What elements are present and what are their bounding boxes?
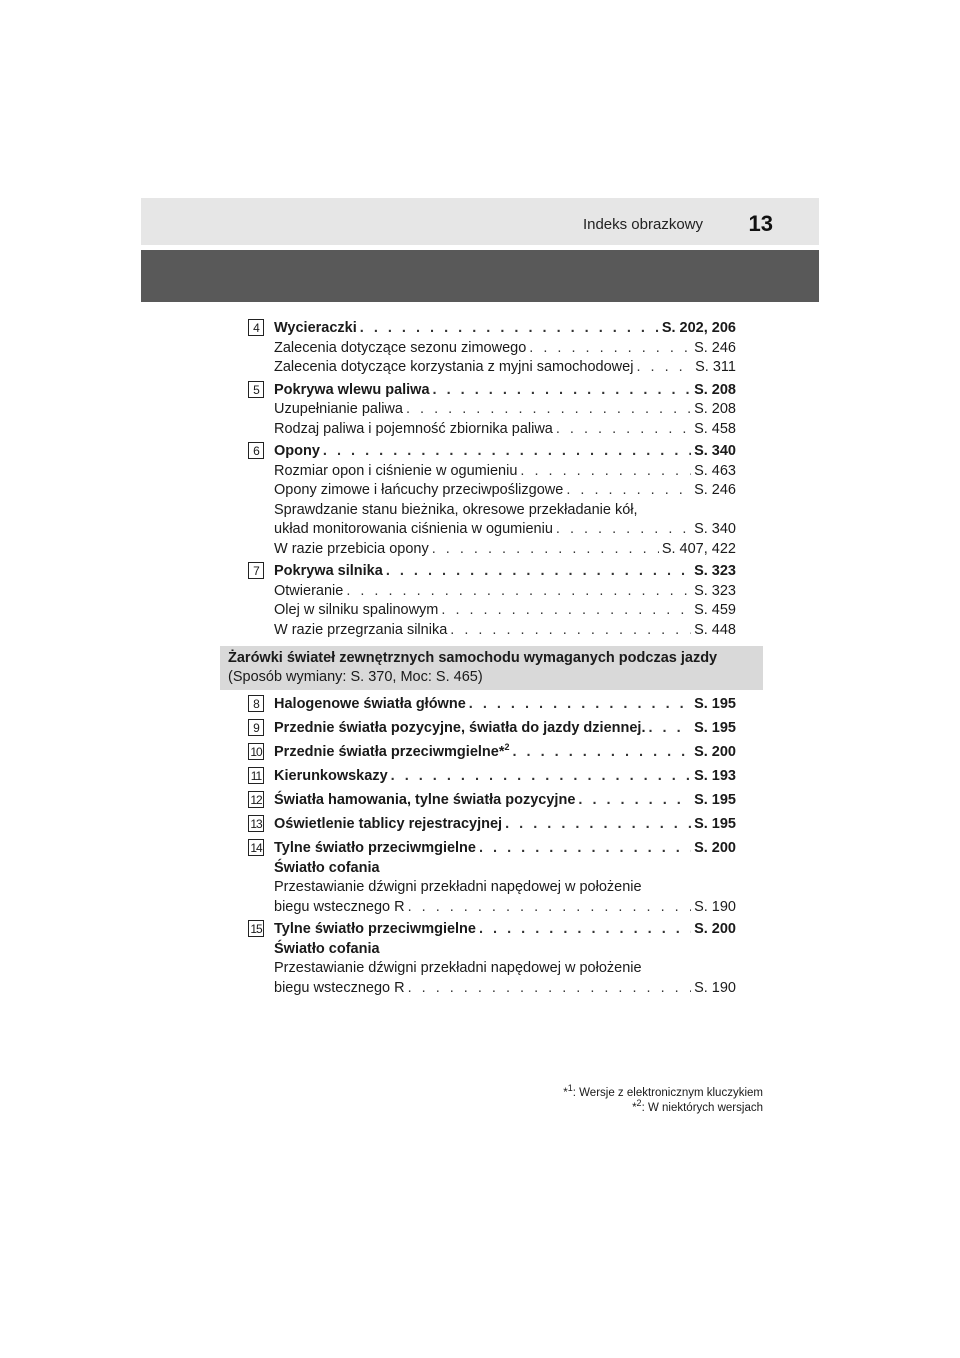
index-entry [248,562,736,640]
entry-title: Pokrywa silnika [274,563,383,579]
section-heading: Żarówki świateł zewnętrznych samochodu wymaganych podczas jazdy [228,650,718,666]
entry-title: Kierunkowskazy [274,768,388,784]
callout-number: 8 [248,695,264,712]
callout-number: 9 [248,719,264,736]
callout-number: 12 [248,791,264,808]
sub-entry-page: S. 458 [694,420,736,437]
entry-page: S. 323 [694,563,736,579]
callout-number: 7 [248,562,264,579]
sub-entry-page: S. 407, 422 [661,540,736,557]
sub-entry-text: Uzupełnianie paliwa [274,401,403,417]
sub-entry-text: Rozmiar opon i ciśnienie w ogumieniu [274,462,518,479]
entry-title: Światła hamowania, tylne światła pozycyjne [274,792,576,808]
callout-number: 5 [248,381,264,398]
callout-number: 11 [248,767,264,784]
entry-page: S. 195 [694,816,736,832]
callout-number: 4 [248,319,264,336]
sub-entry-page: S. 190 [694,898,736,915]
sub-entry-page: S. 323 [694,582,736,599]
footnote: *$^1$: Wersje z elektronicznym kluczykiem [563,1083,763,1099]
entry-page: S. 195 [694,720,736,736]
entry-page: S. 340 [694,443,736,459]
page-header [141,198,819,245]
entry-page: S. 200 [694,840,736,856]
sub-entry-page: S. 459 [694,602,736,618]
entry-title: Oświetlenie tablicy rejestracyjnej [274,816,503,832]
sub-entry-text: Zalecenia dotyczące korzystania z myjni samochodowej [274,359,634,375]
index-entry [248,381,736,440]
callout-number: 14 [248,839,264,856]
entry-page: S. 200 [694,744,736,760]
sub-entry-text: Przestawianie dźwigni przekładni napędowej w położenie [274,879,642,895]
callout-number: 15 [248,920,264,937]
index-list-bulbs [248,695,736,998]
index-entry [248,695,736,715]
entry-title: Opony [274,443,320,459]
callout-number: 10 [248,743,264,760]
sub-entry-text: Rodzaj paliwa i pojemność zbiornika paliwa [274,420,553,437]
sub-entry-page: S. 340 [694,521,736,537]
index-entry [248,791,736,811]
entry-subtitle: Światło cofania [274,859,380,876]
entry-page: S. 195 [694,792,736,808]
chapter-band [141,250,819,302]
entry-title: Tylne światło przeciwmgielne [274,921,476,937]
sub-entry-text: Opony zimowe i łańcuchy przeciwpoślizgowe [274,482,564,498]
sub-entry-page: S. 246 [694,482,736,498]
bulbs-section-header [220,646,763,690]
index-entry [248,767,736,787]
index-entry [248,743,736,763]
sub-entry-text: układ monitorowania ciśnienia w ogumieniu [274,521,553,537]
index-entry [248,839,736,917]
callout-number: 13 [248,815,264,832]
entry-title: Wycieraczki [274,320,357,336]
entry-page: S. 208 [694,381,736,398]
index-entry [248,815,736,835]
footnotes [563,1083,763,1116]
sub-entry-text: Zalecenia dotyczące sezonu zimowego [274,339,527,356]
sub-entry-text: W razie przebicia opony [274,540,429,557]
sub-entry-text: W razie przegrzania silnika [274,621,448,638]
entry-title: Pokrywa wlewu paliwa [274,381,430,398]
entry-title: Przednie światła pozycyjne, światła do jazdy dziennej. [274,720,646,736]
entry-title: Tylne światło przeciwmgielne [274,840,476,856]
entry-page: S. 195 [694,696,736,712]
entry-page: S. 202, 206 [661,320,736,336]
sub-entry-page: S. 311 [695,359,736,375]
entry-title: Przednie światła przeciwmgielne* [274,744,505,760]
entry-subtitle: Światło cofania [274,940,380,957]
sub-entry-page: S. 246 [694,339,736,356]
sub-entry-page: S. 208 [694,401,736,417]
callout-number: 6 [248,442,264,459]
sub-entry-text: biegu wstecznego R [274,898,405,915]
index-list-top [248,319,736,640]
entry-page: S. 200 [694,921,736,937]
index-entry [248,442,736,559]
section-subheading: (Sposób wymiany: S. 370, Moc: S. 465) [228,669,483,685]
index-entry [248,719,736,739]
sub-entry-text: Olej w silniku spalinowym [274,602,439,618]
entry-title: Halogenowe światła główne [274,696,466,712]
section-title: Indeks obrazkowy [582,216,703,233]
page-number: 13 [748,211,773,236]
entry-page: S. 193 [694,768,736,784]
index-entry [248,920,736,998]
sub-entry-page: S. 448 [694,621,736,638]
sub-entry-text: Przestawianie dźwigni przekładni napędowej w położenie [274,960,642,976]
sub-entry-text: biegu wstecznego R [274,979,405,996]
index-entry [248,319,736,378]
sub-entry-text: Otwieranie [274,582,344,599]
sub-entry-page: S. 190 [694,979,736,996]
sub-entry-page: S. 463 [694,462,736,479]
sub-entry-text: Sprawdzanie stanu bieżnika, okresowe przekładanie kół, [274,501,638,518]
footnote: *$^2$: W niektórych wersjach [632,1098,763,1114]
footnote-mark: 2 [504,742,510,753]
